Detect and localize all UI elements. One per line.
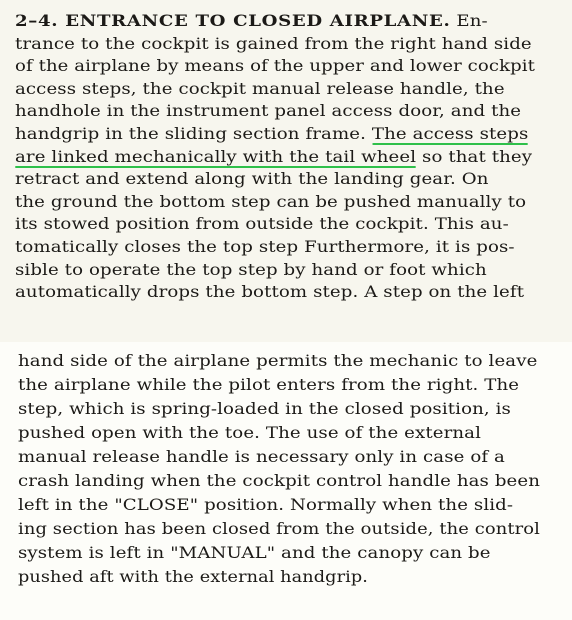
text-line bbox=[15, 260, 487, 280]
text-line bbox=[15, 11, 488, 31]
text-segment: pushed aft with the external handgrip. bbox=[18, 567, 368, 586]
text-line bbox=[15, 124, 528, 144]
text-segment: En- bbox=[450, 11, 488, 30]
text-line bbox=[15, 101, 521, 121]
text-segment: so that they bbox=[416, 146, 533, 166]
text-segment: trance to the cockpit is gained from the right hand side bbox=[15, 33, 532, 53]
text-segment: tomatically closes the top step Furthermore, it is pos- bbox=[15, 237, 515, 256]
text-line bbox=[15, 56, 535, 76]
text-segment: retract and extend along with the landing gear. On bbox=[15, 169, 489, 189]
text-line bbox=[15, 147, 532, 167]
text-segment: left in the "CLOSE" position. Normally when the slid- bbox=[18, 495, 514, 514]
text-line bbox=[18, 423, 481, 443]
text-segment: its stowed position from outside the cockpit. This au- bbox=[15, 214, 509, 234]
text-line bbox=[18, 543, 491, 563]
text-segment: automatically drops the bottom step. A step on the left bbox=[15, 282, 525, 302]
text-line bbox=[15, 214, 509, 234]
highlighted-text: are linked mechanically with the tail wheel bbox=[15, 146, 417, 166]
text-line bbox=[18, 375, 519, 395]
text-segment: pushed open with the toe. The use of the external bbox=[18, 423, 481, 442]
text-line bbox=[18, 567, 368, 587]
text-segment: step, which is spring-loaded in the closed position, is bbox=[18, 399, 511, 418]
highlighted-text: The access steps bbox=[371, 124, 529, 143]
text-segment: hand side of the airplane permits the mechanic to leave bbox=[18, 351, 538, 370]
text-segment: of the airplane by means of the upper and lower cockpit bbox=[15, 56, 535, 76]
text-line bbox=[18, 447, 505, 467]
text-segment: system is left in "MANUAL" and the canopy can be bbox=[18, 543, 491, 562]
text-line bbox=[15, 237, 515, 257]
text-line bbox=[18, 471, 540, 491]
text-line bbox=[15, 34, 532, 54]
text-segment: ing section has been closed from the outside, the control bbox=[18, 519, 540, 538]
text-segment: handgrip in the sliding section frame. bbox=[15, 124, 372, 143]
text-segment: the airplane while the pilot enters from the right. The bbox=[18, 375, 520, 394]
text-line bbox=[18, 495, 513, 515]
text-line bbox=[15, 169, 489, 189]
text-segment: manual release handle is necessary only in case of a bbox=[18, 447, 505, 466]
text-line bbox=[18, 399, 511, 419]
text-line bbox=[15, 282, 524, 302]
page-fragment-bottom bbox=[0, 342, 572, 620]
text-segment: sible to operate the top step by hand or foot which bbox=[15, 259, 487, 279]
section-heading: 2–4. ENTRANCE TO CLOSED AIRPLANE. bbox=[15, 11, 451, 30]
text-line bbox=[15, 79, 505, 99]
text-line bbox=[18, 519, 540, 539]
text-segment: handhole in the instrument panel access door, and the bbox=[15, 101, 522, 121]
text-segment: crash landing when the cockpit control handle has been bbox=[18, 471, 540, 490]
text-segment: the ground the bottom step can be pushed manually to bbox=[15, 191, 527, 211]
text-line bbox=[18, 351, 537, 371]
text-segment: access steps, the cockpit manual release handle, the bbox=[15, 78, 505, 98]
text-line bbox=[15, 192, 526, 212]
